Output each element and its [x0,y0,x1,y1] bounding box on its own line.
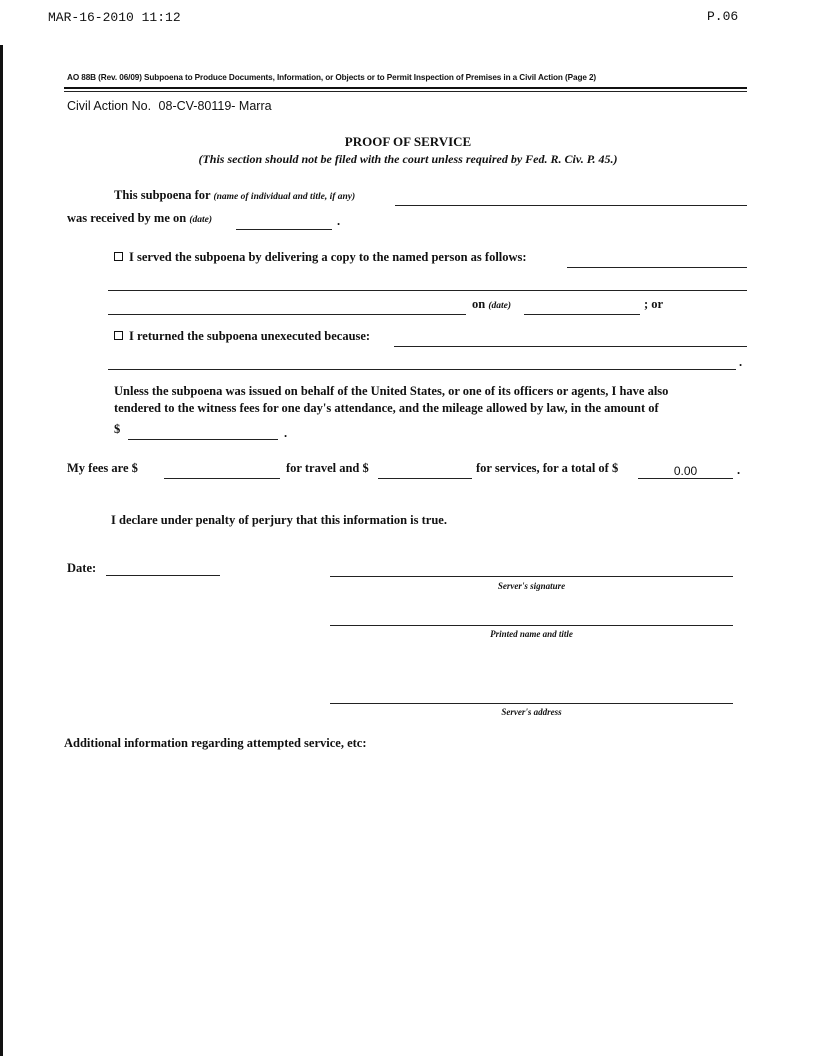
received-date-field[interactable] [236,229,332,230]
fax-date-time: MAR-16-2010 11:12 [48,10,181,25]
returned-period: . [739,355,743,369]
header-rule [64,87,747,89]
server-address-caption: Server's address [501,707,562,717]
served-on-text: on [472,297,486,311]
returned-field-1[interactable] [394,346,747,347]
total-fee-field[interactable] [638,478,733,479]
total-period: . [737,463,741,477]
proof-title: PROOF OF SERVICE [344,134,472,149]
travel-label: for travel and $ [286,461,369,475]
subpoena-for-row [114,188,355,203]
served-row [114,250,527,265]
civil-action-label: Civil Action No. [67,99,152,113]
printed-name-field[interactable] [330,625,733,626]
fees-amount-field[interactable] [128,439,278,440]
returned-checkbox[interactable] [114,331,123,340]
declaration-text: I declare under penalty of perjury that this information is true. [111,513,447,527]
header-rule-thin [64,91,747,92]
served-or: ; or [644,297,664,311]
received-row [67,211,212,226]
date-field[interactable] [106,575,220,576]
received-hint: (date) [189,215,213,225]
server-address-field[interactable] [330,703,733,704]
server-signature-field[interactable] [330,576,733,577]
received-text: was received by me on [67,211,187,225]
served-checkbox[interactable] [114,252,123,261]
returned-field-2[interactable] [108,369,736,370]
additional-info-label: Additional information regarding attempted service, etc: [64,736,367,750]
total-fee-value: 0.00 [673,464,698,478]
served-text: I served the subpoena by delivering a copy to the named person as follows: [129,250,527,264]
served-on-row [472,297,511,312]
served-date-field[interactable] [524,314,640,315]
date-label: Date: [67,561,97,575]
served-field-2[interactable] [108,290,747,291]
served-date-hint: (date) [488,301,512,311]
my-fees-label: My fees are $ [67,461,138,475]
fax-page-number: P.06 [707,9,739,24]
server-signature-caption: Server's signature [497,581,566,591]
served-field-3[interactable] [108,314,466,315]
civil-action-number: 08-CV-80119- Marra [158,99,272,113]
subpoena-for-hint: (name of individual and title, if any) [213,192,356,202]
services-label: for services, for a total of $ [476,461,619,475]
services-fee-field[interactable] [378,478,472,479]
fees-statement-line1: Unless the subpoena was issued on behalf of the United States, or one of its officers or agents, I have also [114,384,669,398]
received-period: . [337,214,341,228]
returned-row [114,329,370,344]
served-field-1[interactable] [567,267,747,268]
subpoena-for-text: This subpoena for [114,188,211,202]
proof-subtitle: (This section should not be filed with the court unless required by Fed. R. Civ. P. 45.) [198,152,618,166]
scan-edge [0,45,3,1056]
civil-action-row [67,99,272,113]
printed-name-caption: Printed name and title [490,629,573,639]
fees-statement-period: . [284,426,288,440]
subpoena-for-field[interactable] [395,205,747,206]
form-header-title: AO 88B (Rev. 06/09) Subpoena to Produce Documents, Information, or Objects or to Permit Inspection of Premises in a Civil Action (Page 2) [67,73,597,82]
travel-fee-field[interactable] [164,478,280,479]
returned-text: I returned the subpoena unexecuted because: [129,329,371,343]
fees-statement-line2: tendered to the witness fees for one day's attendance, and the mileage allowed by law, in the amount of [114,401,659,415]
fees-currency: $ [114,422,121,436]
